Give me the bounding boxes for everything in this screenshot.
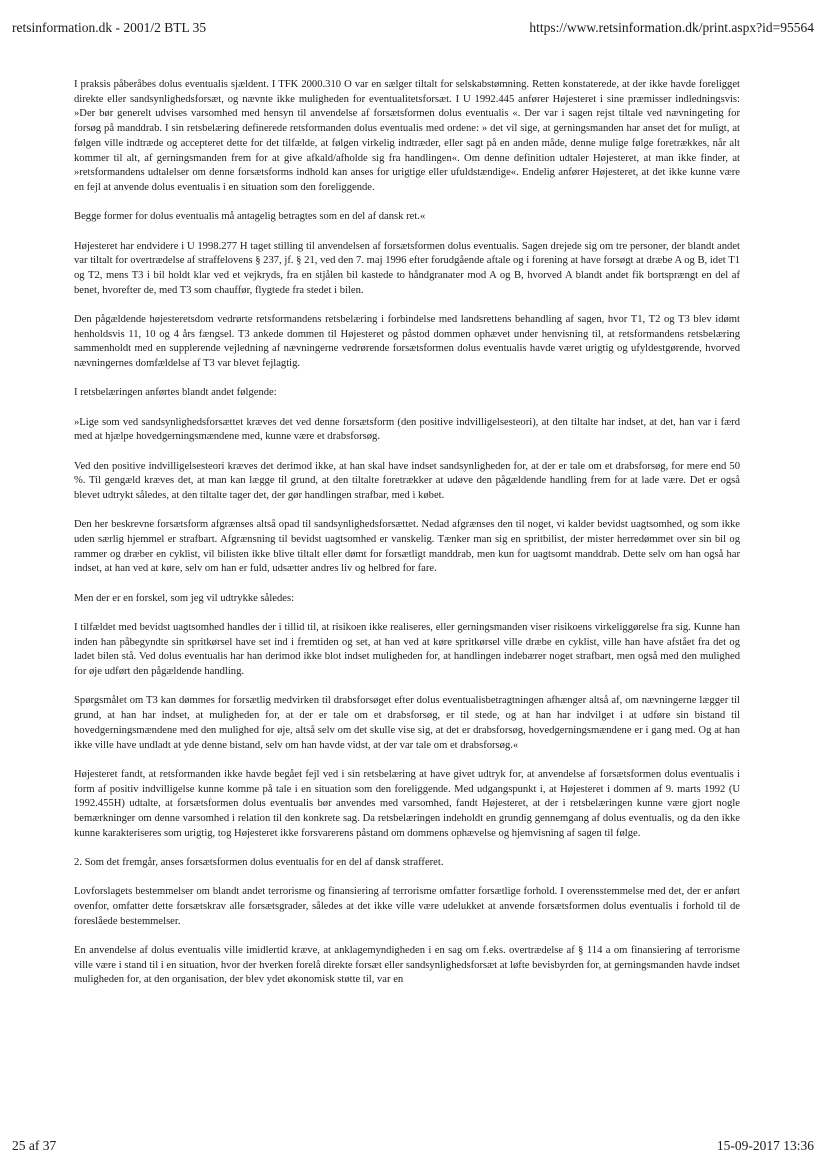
paragraph: I retsbelæringen anførtes blandt andet følgende: [74,387,277,399]
document-body [74,78,740,1003]
header-source-title: retsinformation.dk - 2001/2 BTL 35 [12,20,207,35]
paragraph: »Lige som ved sandsynlighedsforsættet kræves det ved denne forsætsform (den positive indvilligelsesteori), at den tiltalte har indset, at det, han var i færd med at hjælpe hovedgerningsmændene med, kunne være et drabsforsøg. [74,416,740,443]
paragraph: Ved den positive indvilligelsesteori kræves det derimod ikke, at han skal have indset sandsynligheden for, at der er tale om et drabsforsøg, for mere end 50 %. Til gengæld kræves det, at man kan lægge til grund, at den tiltalte foretrækker at udøve den pågældende handling frem for at lade være. Det er også blevet udtrykt således, at den tiltalte tager det, der gør handlingen strafbar, med i købet. [74,460,740,502]
paragraph: I tilfældet med bevidst uagtsomhed handles der i tillid til, at risikoen ikke realiseres, eller gerningsmanden viser risikoens virkeliggørelse fra sig. Kunne han inden han påbegyndte sin spritkørsel have set ind i fremtiden og set, at han ved at køre spritkørsel ville dræbe en cyklist, ville han have afstået fra det og ladet bilen stå. Ved dolus eventualis har han derimod ikke blot indset muligheden for, at handlingen indebærer noget strafbart, men også med den mulighed for øje udført den pågældende handling. [74,622,740,678]
paragraph: I praksis påberåbes dolus eventualis sjældent. I TFK 2000.310 O var en sælger tiltalt for selskabstømning. Retten konstaterede, at der ikke havde foreligget direkte eller sandsynlighedsforsæt, og nævnte ikke muligheden for eventualitetsforsæt. I U 1992.445 anfører Højesteret i sine præmisser indledningsvis: »Der bør generelt udvises varsomhed med hensyn til anvendelse af forsætsformen dolus eventualis «. Der var i sagen rejst tiltale ved nævningeting for forsøg på manddrab. I sin retsbelæring definerede retsformanden dolus eventualis med ordene: » det vil sige, at gerningsmanden har anset det for muligt, at følgen ville indtræde og accepteret dette for det tilfælde, at følgen virkelig indtræder, eller sagt på en anden måde, denne mulige følge foretrækkes, når alt kommer til alt, af gerningsmanden frem for at give afkald/afholde sig fra handlingen«. Om denne definition udtaler Højesteret, at man ikke finder, at »retsformandens udtalelser om denne forsætsforms indhold kan anses for urigtige eller ufuldstændige«. Endelig anfører Højesteret, at det ikke kunne være en fejl at anvende dolus eventualis i en situation som den foreliggende. [74,79,740,193]
paragraph: En anvendelse af dolus eventualis ville imidlertid kræve, at anklagemyndigheden i en sag om f.eks. overtrædelse af § 114 a om finansiering af terrorisme ville være i stand til i en situation, hvor der hverken forelå direkte forsæt eller sandsynlighedsforsæt at løfte bevisbyrden for, at gerningsmanden havde indset muligheden for, at den organisation, der blev ydet økonomisk støtte til, var en [74,944,740,986]
print-header [12,20,814,36]
paragraph: Den pågældende højesteretsdom vedrørte retsformandens retsbelæring i forbindelse med landsrettens behandling af sagen, hvor T1, T2 og T3 blev idømt henholdsvis 11, 10 og 4 års fængsel. T3 ankede dommen til Højesteret og påstod dommen ophævet under henvisning til, at retsformandens retsbelæring sammenholdt med en supplerende vejledning af nævningerne vedrørende forsætsformen dolus eventualis havde været urigtig og ufyldestgørende, hvorved nævningernes domfældelse af T3 var blevet fejlagtig. [74,313,740,370]
paragraph: Lovforslagets bestemmelser om blandt andet terrorisme og finansiering af terrorisme omfatter forsætlige forhold. I overensstemmelse med det, der er anført ovenfor, omfatter dette forsætskrav alle forsætsgrader, således at det ikke ville være udelukket at anvende forsætsformen dolus eventualis i forhold til de foreslåede bestemmelser. [74,886,740,927]
page-number: 25 af 37 [12,1138,57,1153]
paragraph: Spørgsmålet om T3 kan dømmes for forsætlig medvirken til drabsforsøget efter dolus eventualisbetragtningen afhænger altså af, om nævningerne lægger til grund, at han har indset, at muligheden for, at der er tale om et drabsforsøg, er til stede, og at han har indvilget i at udføre sin bistand til hovedgerningsmændene med den mulighed for øje, altså selv om det skulle vise sig, at det er drabsforsøg, hovedgerningsmændene er i gang med. Og at han ikke ville have undladt at yde denne bistand, selv om han havde vidst, at der var tale om et drabsforsøg.« [74,695,740,751]
paragraph: Begge former for dolus eventualis må antagelig betragtes som en del af dansk ret.« [74,211,426,223]
header-url: https://www.retsinformation.dk/print.aspx?id=95564 [529,20,814,35]
paragraph: Men der er en forskel, som jeg vil udtrykke således: [74,592,295,604]
print-footer [12,1138,814,1154]
paragraph: Højesteret har endvidere i U 1998.277 H taget stilling til anvendelsen af forsætsformen dolus eventualis. Sagen drejede sig om tre personer, der blandt andet var tiltalt for overtrædelse af straffelovens § 237, jf. § 21, ved den 7. maj 1996 efter forudgående aftale og i forening at have forsøgt at dræbe A og B, idet T1 og T2, mens T3 i bil holdt klar ved et vejkryds, fra en stjålen bil kastede to håndgranater mod A og B, hvorved A blandt andet fik bortsprængt en del af benet, hvorefter de, med T3 som chauffør, flygtede fra stedet i bilen. [74,240,740,296]
paragraph: 2. Som det fremgår, anses forsætsformen dolus eventualis for en del af dansk strafferet. [74,856,444,868]
print-timestamp: 15-09-2017 13:36 [716,1138,814,1153]
paragraph: Højesteret fandt, at retsformanden ikke havde begået fejl ved i sin retsbelæring at have givet udtryk for, at anvendelse af forsætsformen dolus eventualis i form af positiv indvilligelse kunne komme på tale i en situation som den foreliggende. Med udgangspunkt i, at Højesteret i dommen af 9. marts 1992 (U 1992.455H) udtalte, at forsætsformen dolus eventualis bør anvendes med varsomhed, fandt Højesteret, at der i retsbelæringen kunne være gjort nogle bemærkninger om denne varsomhed i relation til den konkrete sag. Da retsbelæringen indeholdt en grundig gennemgang af dolus eventualis, og da den ikke kunne karakteriseres som urigtig, tog Højesteret ikke forsvarerens påstand om dommens ophævelse og hjemvisning af sagen til følge. [74,768,740,839]
paragraph: Den her beskrevne forsætsform afgrænses altså opad til sandsynlighedsforsættet. Nedad afgrænses den til noget, vi kalder bevidst uagtsomhed, og som ikke uden særlig hjemmel er strafbart. Afgrænsning til bevidst uagtsomhed er vanskelig. Tænker man sig en spritbilist, der mister herredømmet over sin bil og rammer og dræber en cyklist, vil bilisten ikke blive tiltalt eller dømt for forsætligt manddrab, men kun for uagtsomt manddrab. Dette selv om han også har indset, at han ved at køre, selv om han er fuld, udsætter andres liv og helbred for fare. [74,519,740,575]
